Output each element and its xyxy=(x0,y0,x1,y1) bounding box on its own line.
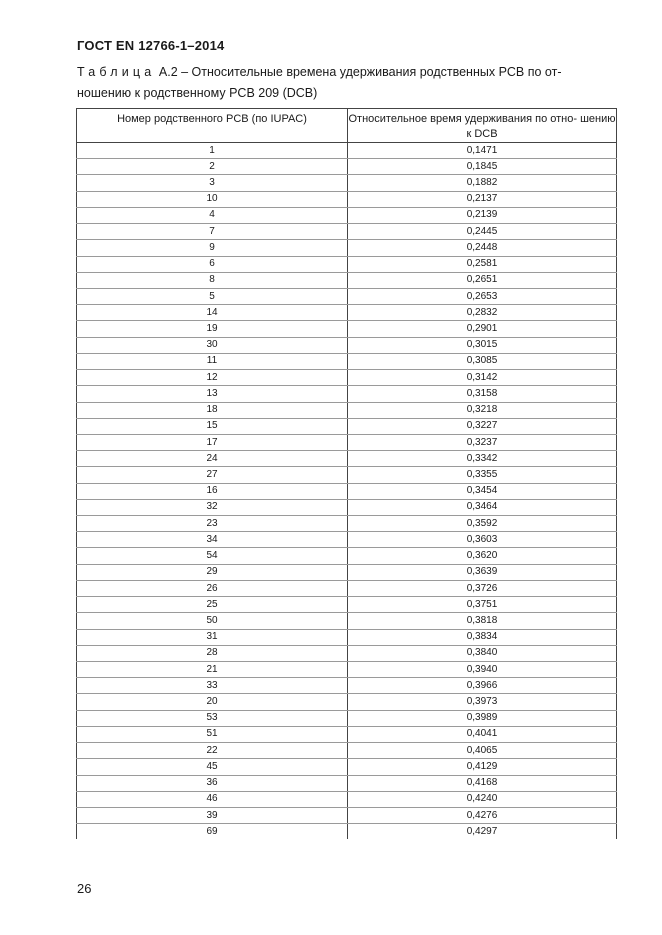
caption-lead: Таблица xyxy=(77,65,156,79)
pcb-number-cell: 21 xyxy=(77,662,348,678)
table-row xyxy=(77,321,617,337)
table-row xyxy=(77,467,617,483)
retention-time-cell: 0,1845 xyxy=(348,159,617,175)
pcb-number-cell: 4 xyxy=(77,207,348,223)
retention-time-cell: 0,4276 xyxy=(348,807,617,823)
table-row xyxy=(77,548,617,564)
table-row xyxy=(77,240,617,256)
table-row xyxy=(77,191,617,207)
table-row xyxy=(77,207,617,223)
retention-time-cell: 0,2581 xyxy=(348,256,617,272)
table-row xyxy=(77,353,617,369)
table-row xyxy=(77,175,617,191)
table-row xyxy=(77,143,617,159)
pcb-number-cell: 30 xyxy=(77,337,348,353)
pcb-number-cell: 2 xyxy=(77,159,348,175)
retention-time-cell: 0,1882 xyxy=(348,175,617,191)
table-row xyxy=(77,370,617,386)
table-row xyxy=(77,662,617,678)
retention-time-cell: 0,3973 xyxy=(348,694,617,710)
retention-time-cell: 0,3726 xyxy=(348,580,617,596)
table-body xyxy=(77,143,617,840)
retention-times-table xyxy=(76,108,617,839)
retention-time-cell: 0,2445 xyxy=(348,224,617,240)
table-row xyxy=(77,775,617,791)
caption-line-1-text: А.2 – Относительные времена удерживания родственных PCB по от- xyxy=(155,65,562,79)
table-row xyxy=(77,418,617,434)
pcb-number-cell: 28 xyxy=(77,645,348,661)
table-row xyxy=(77,288,617,304)
pcb-number-cell: 27 xyxy=(77,467,348,483)
table-row xyxy=(77,337,617,353)
retention-time-cell: 0,2139 xyxy=(348,207,617,223)
pcb-number-cell: 11 xyxy=(77,353,348,369)
column-header-pcb-number-text: Номер родственного PCB (по IUPAC) xyxy=(117,113,307,125)
retention-time-cell: 0,4129 xyxy=(348,759,617,775)
pcb-number-cell: 32 xyxy=(77,499,348,515)
table-row xyxy=(77,645,617,661)
pcb-number-cell: 17 xyxy=(77,434,348,450)
retention-time-cell: 0,3603 xyxy=(348,532,617,548)
table-row xyxy=(77,726,617,742)
retention-time-cell: 0,3085 xyxy=(348,353,617,369)
pcb-number-cell: 12 xyxy=(77,370,348,386)
retention-time-cell: 0,4297 xyxy=(348,824,617,840)
retention-time-cell: 0,3218 xyxy=(348,402,617,418)
pcb-number-cell: 16 xyxy=(77,483,348,499)
table-row xyxy=(77,743,617,759)
table-row xyxy=(77,678,617,694)
pcb-number-cell: 54 xyxy=(77,548,348,564)
pcb-number-cell: 26 xyxy=(77,580,348,596)
pcb-number-cell: 20 xyxy=(77,694,348,710)
pcb-number-cell: 46 xyxy=(77,791,348,807)
table-row xyxy=(77,694,617,710)
pcb-number-cell: 18 xyxy=(77,402,348,418)
caption-line-1 xyxy=(77,62,617,83)
pcb-number-cell: 34 xyxy=(77,532,348,548)
pcb-number-cell: 23 xyxy=(77,516,348,532)
retention-time-cell: 0,2448 xyxy=(348,240,617,256)
pcb-number-cell: 7 xyxy=(77,224,348,240)
table-row xyxy=(77,305,617,321)
column-header-retention-time-text: Относительное время удерживания по отно- шению к DCB xyxy=(348,113,616,140)
retention-time-cell: 0,3940 xyxy=(348,662,617,678)
table-row xyxy=(77,386,617,402)
pcb-number-cell: 36 xyxy=(77,775,348,791)
pcb-number-cell: 14 xyxy=(77,305,348,321)
standard-id-header: ГОСТ EN 12766-1–2014 xyxy=(77,38,225,53)
pcb-number-cell: 22 xyxy=(77,743,348,759)
pcb-number-cell: 25 xyxy=(77,597,348,613)
table-row xyxy=(77,516,617,532)
pcb-number-cell: 24 xyxy=(77,451,348,467)
retention-time-cell: 0,4065 xyxy=(348,743,617,759)
table-row xyxy=(77,434,617,450)
pcb-number-cell: 15 xyxy=(77,418,348,434)
retention-time-cell: 0,3227 xyxy=(348,418,617,434)
pcb-number-cell: 45 xyxy=(77,759,348,775)
table-header-row xyxy=(77,109,617,143)
retention-time-cell: 0,3751 xyxy=(348,597,617,613)
pcb-number-cell: 19 xyxy=(77,321,348,337)
retention-time-cell: 0,3620 xyxy=(348,548,617,564)
table-row xyxy=(77,256,617,272)
table-row xyxy=(77,613,617,629)
table-row xyxy=(77,532,617,548)
table-row xyxy=(77,159,617,175)
retention-time-cell: 0,2832 xyxy=(348,305,617,321)
retention-time-cell: 0,3342 xyxy=(348,451,617,467)
retention-time-cell: 0,3464 xyxy=(348,499,617,515)
pcb-number-cell: 8 xyxy=(77,272,348,288)
pcb-number-cell: 3 xyxy=(77,175,348,191)
retention-time-cell: 0,3834 xyxy=(348,629,617,645)
pcb-number-cell: 29 xyxy=(77,564,348,580)
table-row xyxy=(77,580,617,596)
table-row xyxy=(77,224,617,240)
retention-time-cell: 0,3639 xyxy=(348,564,617,580)
retention-time-cell: 0,3355 xyxy=(348,467,617,483)
pcb-number-cell: 1 xyxy=(77,143,348,159)
column-header-pcb-number xyxy=(77,109,348,143)
column-header-retention-time xyxy=(348,109,617,143)
retention-time-cell: 0,3015 xyxy=(348,337,617,353)
retention-time-cell: 0,2651 xyxy=(348,272,617,288)
table-row xyxy=(77,451,617,467)
table-row xyxy=(77,759,617,775)
retention-time-cell: 0,3818 xyxy=(348,613,617,629)
retention-time-cell: 0,4168 xyxy=(348,775,617,791)
table-row xyxy=(77,791,617,807)
retention-time-cell: 0,2901 xyxy=(348,321,617,337)
pcb-number-cell: 69 xyxy=(77,824,348,840)
caption-line-2: ношению к родственному PCB 209 (DCB) xyxy=(77,86,318,100)
table-caption xyxy=(77,62,617,104)
retention-time-cell: 0,3237 xyxy=(348,434,617,450)
pcb-number-cell: 33 xyxy=(77,678,348,694)
table-row xyxy=(77,272,617,288)
retention-time-cell: 0,3158 xyxy=(348,386,617,402)
pcb-number-cell: 10 xyxy=(77,191,348,207)
pcb-number-cell: 50 xyxy=(77,613,348,629)
retention-time-cell: 0,3966 xyxy=(348,678,617,694)
table-row xyxy=(77,824,617,840)
table-row xyxy=(77,402,617,418)
table-row xyxy=(77,564,617,580)
pcb-number-cell: 13 xyxy=(77,386,348,402)
retention-time-cell: 0,3142 xyxy=(348,370,617,386)
retention-time-cell: 0,3592 xyxy=(348,516,617,532)
retention-time-cell: 0,3454 xyxy=(348,483,617,499)
pcb-number-cell: 5 xyxy=(77,288,348,304)
retention-time-cell: 0,1471 xyxy=(348,143,617,159)
retention-time-cell: 0,3840 xyxy=(348,645,617,661)
table-row xyxy=(77,597,617,613)
retention-time-cell: 0,4041 xyxy=(348,726,617,742)
pcb-number-cell: 53 xyxy=(77,710,348,726)
retention-time-cell: 0,2653 xyxy=(348,288,617,304)
retention-time-cell: 0,3989 xyxy=(348,710,617,726)
table-row xyxy=(77,483,617,499)
table-row xyxy=(77,499,617,515)
pcb-number-cell: 6 xyxy=(77,256,348,272)
page-number: 26 xyxy=(77,881,92,896)
pcb-number-cell: 51 xyxy=(77,726,348,742)
retention-time-cell: 0,4240 xyxy=(348,791,617,807)
table-row xyxy=(77,629,617,645)
table-row xyxy=(77,710,617,726)
retention-time-cell: 0,2137 xyxy=(348,191,617,207)
table-row xyxy=(77,807,617,823)
pcb-number-cell: 9 xyxy=(77,240,348,256)
pcb-number-cell: 31 xyxy=(77,629,348,645)
pcb-number-cell: 39 xyxy=(77,807,348,823)
